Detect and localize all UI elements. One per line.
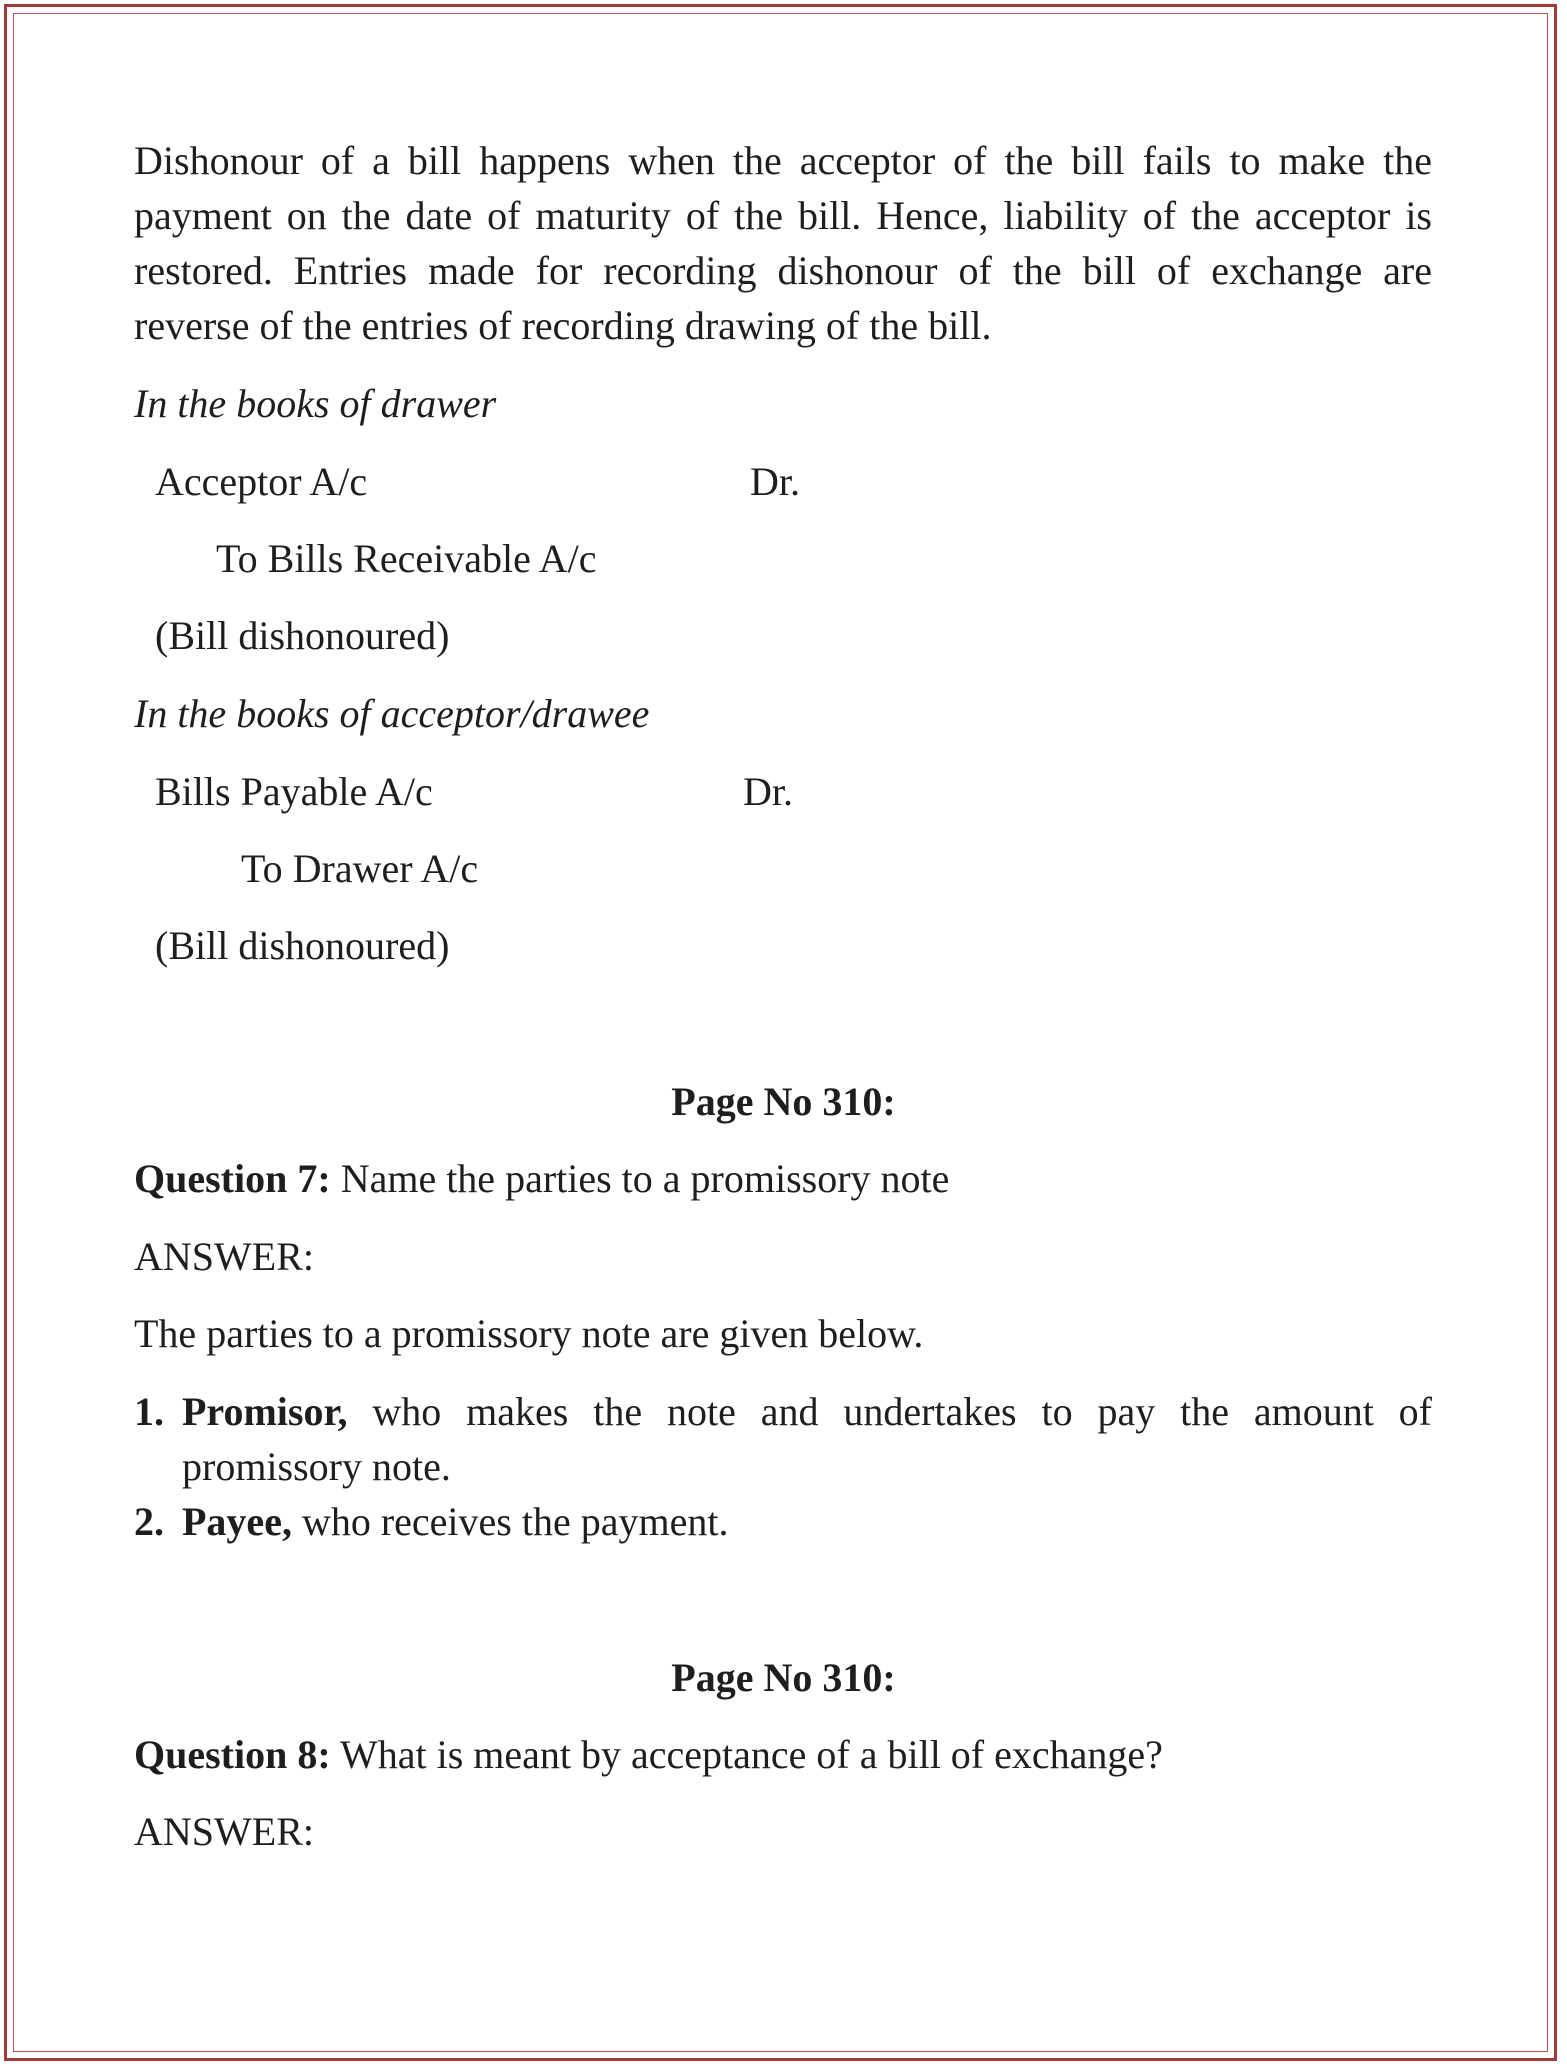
list-item-term: Promisor, [182,1389,348,1434]
q8-question-label: Question 8: [134,1732,331,1777]
q7-answer-intro: The parties to a promissory note are given below. [134,1311,924,1356]
list-item-term: Payee, [182,1499,292,1544]
list-item-description: who makes the note and undertakes to pay the amount of promissory note. [182,1389,1432,1489]
intro-paragraph: Dishonour of a bill happens when the acceptor of the bill fails to make the payment on the date of maturity of the bill. Hence, liability of the acceptor is restored. Entries made for recording dishonour of the bill of exchange are reverse of the entries of recording drawing of the bill. [134,138,1432,348]
list-item [134,1494,1432,1549]
acceptor-heading: In the books of acceptor/drawee [134,691,650,736]
q8-question-text: What is meant by acceptance of a bill of exchange? [330,1732,1163,1777]
q7-question-text: Name the parties to a promissory note [330,1156,950,1201]
list-item-number: 2. [134,1499,164,1544]
q7-question [134,1155,949,1203]
q8-answer-label: ANSWER: [134,1809,314,1854]
q7-answer-label: ANSWER: [134,1234,314,1279]
drawer-narration: (Bill dishonoured) [155,613,450,658]
drawer-heading: In the books of drawer [134,381,497,426]
list-item-number: 1. [134,1389,164,1434]
list-item [134,1384,1432,1494]
q8-page-heading: Page No 310: [671,1655,896,1700]
acceptor-narration: (Bill dishonoured) [155,923,450,968]
drawer-debit-account: Acceptor A/c [155,459,368,504]
acceptor-debit-marker: Dr. [743,769,793,814]
q7-page-heading: Page No 310: [671,1079,896,1124]
acceptor-credit-account: To Drawer A/c [241,846,479,891]
q8-question [134,1731,1163,1779]
q7-question-label: Question 7: [134,1156,331,1201]
list-item-description: who receives the payment. [291,1499,729,1544]
acceptor-debit-account: Bills Payable A/c [155,769,433,814]
drawer-credit-account: To Bills Receivable A/c [216,536,597,581]
drawer-debit-marker: Dr. [750,459,800,504]
